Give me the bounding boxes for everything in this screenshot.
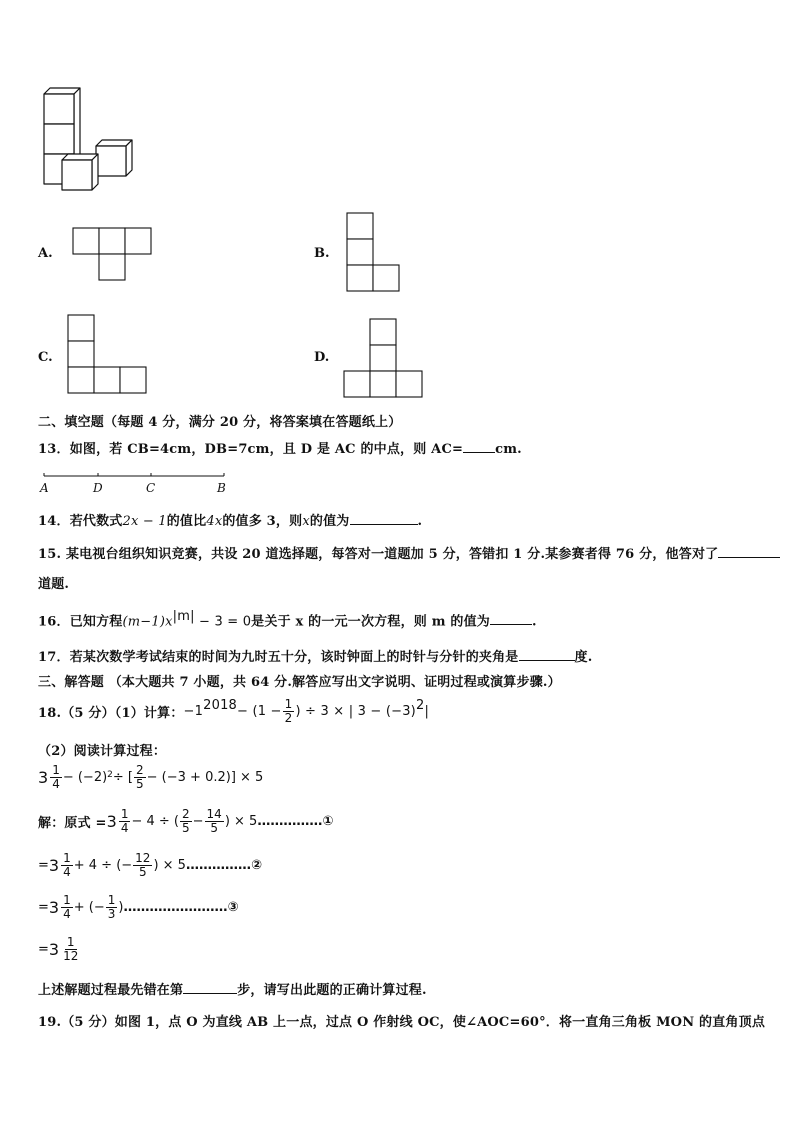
question-14 bbox=[38, 510, 422, 529]
q18-expr-b: ÷ [ bbox=[112, 769, 134, 785]
q18-s1-b: − bbox=[192, 813, 204, 829]
q18-p1-exp: 2018 bbox=[203, 698, 238, 713]
cube-stack-figure bbox=[38, 86, 138, 190]
q18-step-2 bbox=[38, 852, 262, 878]
q13-text: 13．如图，若 CB=4cm，DB=7cm，且 D 是 AC 的中点，则 AC= bbox=[38, 442, 464, 457]
q14-answer-blank[interactable] bbox=[350, 512, 418, 525]
q18-expr-whole: 3 bbox=[38, 767, 49, 787]
question-18-part1 bbox=[38, 698, 429, 724]
q18-conclusion-text: 上述解题过程最先错在第 bbox=[38, 983, 184, 998]
q18-s1-den: 4 bbox=[120, 820, 129, 835]
q18-s3-d: 3 bbox=[107, 906, 116, 921]
q16-expr-tail: − 3 = 0 bbox=[194, 614, 252, 630]
q18-s2-marker: ……………② bbox=[185, 857, 262, 873]
option-b-figure bbox=[346, 212, 402, 294]
q18-s2-a: + 4 ÷ (− bbox=[73, 857, 133, 873]
q18-s3-b: ) bbox=[118, 899, 124, 915]
q18-s2-num: 1 bbox=[63, 851, 71, 865]
option-c-label: C. bbox=[38, 350, 53, 365]
q16-post: 是关于 x 的一元一次方程，则 m 的值为 bbox=[251, 614, 490, 630]
q18-s1-whole: 3 bbox=[106, 811, 117, 831]
q18-s1-n1: 2 bbox=[181, 807, 190, 821]
q18-s3-num: 1 bbox=[63, 893, 71, 907]
q18-s1-marker: ……………① bbox=[257, 813, 334, 829]
q18-expression bbox=[38, 764, 263, 790]
q18-conclusion bbox=[38, 979, 427, 998]
q13-unit: cm. bbox=[495, 442, 522, 457]
q18-expr-den: 4 bbox=[52, 776, 60, 791]
question-16 bbox=[38, 609, 537, 629]
q18-step-4 bbox=[38, 936, 81, 962]
q14-end: . bbox=[417, 514, 423, 529]
q16-expr: (m−1)x bbox=[122, 614, 173, 630]
q17-answer-blank[interactable] bbox=[519, 648, 575, 661]
q18-p1-c: ) ÷ 3 × | 3 − (−3) bbox=[295, 703, 416, 719]
q18-s2-d: 5 bbox=[138, 864, 147, 879]
question-13 bbox=[38, 438, 522, 457]
q18-s2-den: 4 bbox=[63, 864, 71, 879]
q18-s3-pre: = bbox=[38, 899, 49, 915]
q16-pre: 16．已知方程 bbox=[38, 614, 123, 630]
q18-step-3 bbox=[38, 894, 238, 920]
option-d-label: D. bbox=[314, 350, 330, 365]
q18-s1-num: 1 bbox=[120, 807, 129, 821]
q18-s1-c: ) × 5 bbox=[224, 813, 258, 829]
q18-p1-b: − (1 − bbox=[237, 703, 282, 719]
q18-solution-label: 解：原式 = bbox=[38, 815, 107, 831]
q13-answer-blank[interactable] bbox=[463, 440, 495, 453]
q18-s3-marker: ……………………③ bbox=[123, 899, 239, 915]
option-c-figure bbox=[67, 314, 149, 396]
q18-p1-d: | bbox=[424, 703, 430, 719]
q16-answer-blank[interactable] bbox=[490, 612, 532, 625]
q18-s2-b: ) × 5 bbox=[153, 857, 186, 873]
option-b-label: B. bbox=[314, 246, 330, 261]
q18-s1-a: − 4 ÷ ( bbox=[131, 813, 179, 829]
q18-s1-d2: 5 bbox=[210, 820, 218, 835]
q14-var: x bbox=[302, 514, 310, 529]
question-19: 19.（5 分）如图 1，点 O 为直线 AB 上一点，过点 O 作射线 OC，使∠AOC=60°．将一直角三角板 MON 的直角顶点 bbox=[38, 1015, 766, 1030]
option-a-figure bbox=[72, 227, 154, 283]
q18-s4-num: 1 bbox=[66, 935, 75, 949]
q15-text: 15. 某电视台组织知识竞赛，共设 20 道选择题，每答对一道题加 5 分，答错扣 1 分.某参赛者得 76 分，他答对了 bbox=[38, 547, 719, 562]
q14-expr2: 4x bbox=[206, 514, 223, 529]
q18-expr-num2: 2 bbox=[136, 763, 144, 777]
q18-s3-den: 4 bbox=[63, 906, 71, 921]
q18-s2-pre: = bbox=[38, 857, 49, 873]
q18-p1-frac-den: 2 bbox=[284, 710, 293, 725]
q18-expr-num: 1 bbox=[52, 763, 60, 777]
q14-expr1: 2x − 1 bbox=[122, 514, 167, 529]
q14-pre: 14．若代数式 bbox=[38, 514, 123, 529]
option-a-label: A. bbox=[38, 246, 53, 261]
q18-p1-frac-num: 1 bbox=[284, 697, 293, 711]
q18-s4-den: 12 bbox=[63, 948, 79, 963]
q13-label-d: D bbox=[93, 481, 103, 495]
q16-exponent: |m| bbox=[172, 609, 195, 624]
q18-conclusion-end: 步，请写出此题的正确计算过程. bbox=[237, 983, 427, 998]
q18-p1-exp2: 2 bbox=[415, 698, 425, 713]
q18-s3-a: + (− bbox=[73, 899, 105, 915]
q18-step-1 bbox=[38, 808, 333, 834]
q13-label-c: C bbox=[146, 481, 156, 495]
q18-p1-a: −1 bbox=[183, 703, 204, 719]
q17-text: 17．若某次数学考试结束的时间为九时五十分，该时钟面上的时针与分针的夹角是 bbox=[38, 650, 519, 665]
q18-s3-whole: 3 bbox=[48, 897, 60, 917]
question-15-line1 bbox=[38, 543, 780, 562]
q14-post: 的值为 bbox=[309, 514, 350, 529]
q18-s3-n: 1 bbox=[107, 893, 116, 907]
q16-end: . bbox=[531, 614, 537, 630]
q13-label-b: B bbox=[217, 481, 226, 495]
q13-line-figure bbox=[40, 468, 230, 496]
q18-expr-c: − (−3 + 0.2)] × 5 bbox=[146, 769, 264, 785]
q18-s2-whole: 3 bbox=[48, 855, 60, 875]
q18-expr-den2: 5 bbox=[136, 776, 144, 791]
q18-s2-n: 12 bbox=[135, 851, 151, 865]
question-17 bbox=[38, 646, 592, 665]
section-3-title: 三、解答题 （本大题共 7 小题，共 64 分.解答应写出文字说明、证明过程或演算步骤.） bbox=[38, 675, 561, 690]
q14-mid2: 的值多 3，则 bbox=[222, 514, 303, 529]
q18-expr-exp: 2 bbox=[107, 770, 113, 780]
q18-s4-pre: = bbox=[38, 941, 49, 957]
q18-expr-a: − (−2) bbox=[62, 769, 108, 785]
option-d-figure bbox=[343, 318, 425, 400]
q14-mid: 的值比 bbox=[166, 514, 207, 529]
q18-s1-d1: 5 bbox=[181, 820, 190, 835]
q18-answer-blank[interactable] bbox=[183, 981, 237, 994]
q15-answer-blank[interactable] bbox=[718, 545, 780, 558]
q18-part1-label: 18.（5 分）（1）计算： bbox=[38, 705, 184, 721]
q17-end: 度. bbox=[574, 650, 593, 665]
q18-s1-n2: 14 bbox=[206, 807, 222, 821]
q18-s4-whole: 3 bbox=[48, 939, 60, 959]
section-2-title: 二、填空题（每题 4 分，满分 20 分，将答案填在答题纸上） bbox=[38, 415, 402, 430]
question-15-line2: 道题. bbox=[38, 577, 70, 592]
q18-part2-label: （2）阅读计算过程： bbox=[38, 744, 167, 759]
q13-label-a: A bbox=[40, 481, 49, 495]
